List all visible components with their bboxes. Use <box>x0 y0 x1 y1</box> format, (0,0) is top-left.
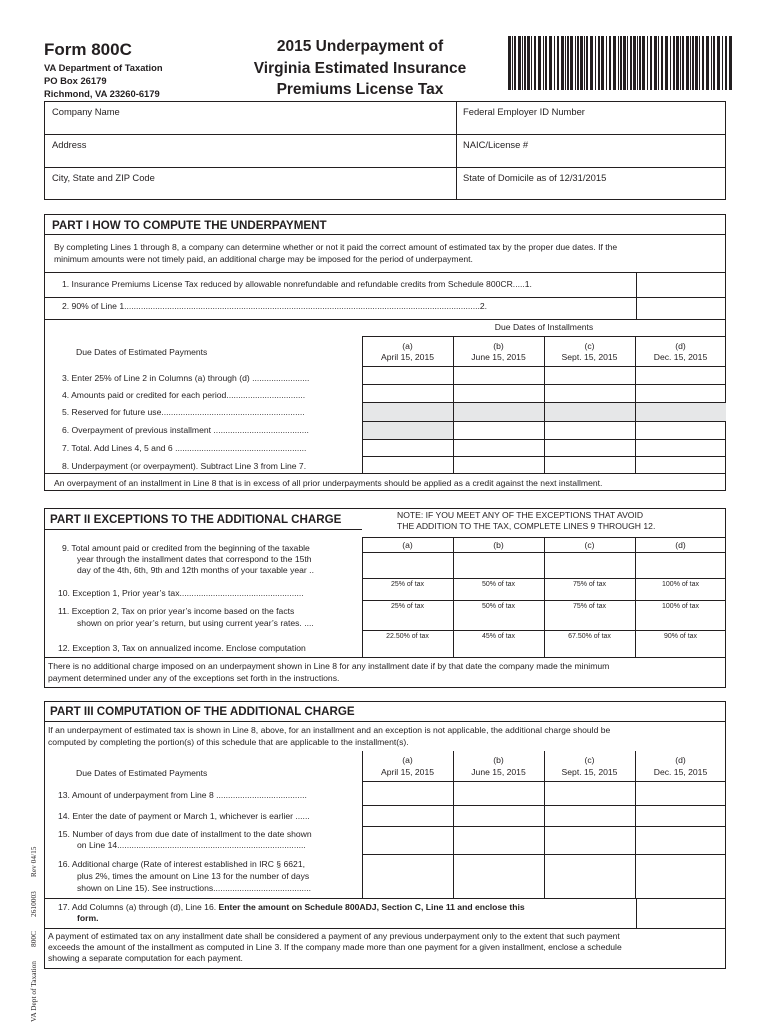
fein-field[interactable]: Federal Employer ID Number <box>463 106 585 117</box>
barcode-bar <box>570 36 573 90</box>
barcode-bar <box>717 36 720 90</box>
barcode-bar <box>584 36 585 90</box>
line17-bold-text: Enter the amount on Schedule 800ADJ, Section C, Line 11 and enclose this <box>218 902 525 912</box>
agency-po-box: PO Box 26179 <box>44 75 107 86</box>
domicile-field[interactable]: State of Domicile as of 12/31/2015 <box>463 172 607 183</box>
barcode-bar <box>580 36 583 90</box>
part2-col-a-letter: (a) <box>402 540 413 550</box>
barcode-bar <box>729 36 732 90</box>
part3-intro-line1: If an underpayment of estimated tax is shown in Line 8, above, for an installment and an exception is not applicable, the additional charge should be <box>48 725 611 735</box>
barcode-bar <box>512 36 513 90</box>
part3-heading: PART III COMPUTATION OF THE ADDITIONAL CHARGE <box>50 705 355 718</box>
line4-label: 4. Amounts paid or credited for each period................................. <box>62 390 306 400</box>
line8-label: 8. Underpayment (or overpayment). Subtract Line 3 from Line 7. <box>62 461 307 471</box>
part3-col-b-letter: (b) <box>493 755 504 765</box>
part1-intro-line2: minimum amounts were not timely paid, an additional charge may be imposed for the period of underpayment. <box>54 254 473 264</box>
barcode-bar <box>565 36 566 90</box>
company-name-field[interactable]: Company Name <box>52 106 120 117</box>
barcode-bar <box>538 36 541 90</box>
part1-col-a-date: April 15, 2015 <box>380 352 435 362</box>
part3-col-d-letter: (d) <box>675 755 686 765</box>
part1-intro-line1: By completing Lines 1 through 8, a company can determine whether or not it paid the correct amount of estimated tax by the proper due dates. If the <box>54 242 618 252</box>
barcode-bar <box>554 36 555 90</box>
line17-label <box>58 902 628 912</box>
barcode-bar <box>695 36 698 90</box>
barcode-bar <box>637 36 638 90</box>
line7-label: 7. Total. Add Lines 4, 5 and 6 ....................................................... <box>62 443 307 453</box>
address-field[interactable]: Address <box>52 139 87 150</box>
line2-label: 2. 90% of Line 1.....................................................................................................................................................2. <box>62 301 488 311</box>
barcode-bar <box>508 36 511 90</box>
line1-input[interactable] <box>636 272 726 297</box>
line5-shaded-d <box>635 402 726 421</box>
form-number: Form 800C <box>44 40 132 59</box>
due-dates-installments-header: Due Dates of Installments <box>494 322 594 332</box>
part1-col-b-letter: (b) <box>493 341 504 351</box>
naic-field[interactable]: NAIC/License # <box>463 139 529 150</box>
side-dept: VA Dept of Taxation <box>29 961 38 1022</box>
line5-shaded-a <box>362 402 453 421</box>
barcode-bar <box>606 36 607 90</box>
barcode-bar <box>613 36 616 90</box>
barcode-bar <box>620 36 622 90</box>
barcode-bar <box>627 36 628 90</box>
ex2-pct-c: 75% of tax <box>572 603 607 610</box>
line11-label-2: shown on prior year’s return, but using current year’s rates. .... <box>77 618 314 628</box>
form-header <box>0 0 770 100</box>
barcode <box>508 36 734 92</box>
barcode-bar <box>545 36 547 90</box>
line5-shaded-c <box>544 402 635 421</box>
part2-footer-line2: payment determined under any of the exceptions set forth in the instructions. <box>48 673 340 683</box>
ex2-pct-a: 25% of tax <box>390 603 425 610</box>
part1-col-b-date: June 15, 2015 <box>471 352 526 362</box>
part3-col-c-letter: (c) <box>584 755 595 765</box>
agency-name: VA Department of Taxation <box>44 62 163 73</box>
barcode-bar <box>690 36 691 90</box>
barcode-bar <box>665 36 668 90</box>
barcode-bar <box>618 36 619 90</box>
city-state-zip-field[interactable]: City, State and ZIP Code <box>52 172 155 183</box>
barcode-bar <box>686 36 689 90</box>
barcode-bar <box>713 36 715 90</box>
barcode-bar <box>692 36 694 90</box>
barcode-bar <box>601 36 604 90</box>
barcode-bar <box>722 36 723 90</box>
line15-label-1: 15. Number of days from due date of installment to the date shown <box>58 829 312 839</box>
barcode-bar <box>670 36 671 90</box>
line6-label: 6. Overpayment of previous installment ........................................ <box>62 425 309 435</box>
line17-total-input[interactable] <box>636 898 726 928</box>
barcode-bar <box>658 36 659 90</box>
agency-city-zip: Richmond, VA 23260-6179 <box>44 88 160 99</box>
barcode-bar <box>524 36 526 90</box>
part3-footer-line2: exceeds the amount of the installment as computed in Line 3. If the company made more than one payment for a given installment, enclose a schedule <box>48 942 622 952</box>
line6-shaded-a <box>362 421 453 439</box>
line5-shaded-b <box>453 402 544 421</box>
side-margin-text <box>30 833 39 1022</box>
part3-footer-line3: showing a separate computation for each payment. <box>48 953 243 963</box>
part3-col-a-letter: (a) <box>402 755 413 765</box>
barcode-bar <box>514 36 516 90</box>
part3-col-c-date: Sept. 15, 2015 <box>561 767 618 777</box>
form-title-line3: Premiums License Tax <box>276 81 444 98</box>
part1-note: An overpayment of an installment in Line 8 that is in excess of all prior underpayments should be applied as a credit against the next installment. <box>54 478 603 488</box>
line11-label-1: 11. Exception 2, Tax on prior year’s income based on the facts <box>58 606 295 616</box>
line3-label: 3. Enter 25% of Line 2 in Columns (a) through (d) ........................ <box>62 373 310 383</box>
part2-col-b-letter: (b) <box>493 540 504 550</box>
ex1-pct-a: 25% of tax <box>390 581 425 588</box>
part2-footer-line1: There is no additional charge imposed on an underpayment shown in Line 8 for any installment date if by that date the company made the minimum <box>48 661 610 671</box>
barcode-bar <box>642 36 645 90</box>
ex3-pct-d: 90% of tax <box>663 633 698 640</box>
barcode-bar <box>549 36 552 90</box>
barcode-bar <box>706 36 709 90</box>
part1-col-a-letter: (a) <box>402 341 413 351</box>
barcode-bar <box>595 36 596 90</box>
part1-col-c-date: Sept. 15, 2015 <box>561 352 618 362</box>
line9-label-1: 9. Total amount paid or credited from the beginning of the taxable <box>62 543 310 553</box>
barcode-bar <box>661 36 663 90</box>
part3-col-b-date: June 15, 2015 <box>471 767 526 777</box>
barcode-bar <box>711 36 712 90</box>
ex1-pct-c: 75% of tax <box>572 581 607 588</box>
barcode-bar <box>577 36 579 90</box>
line9-label-2: year through the installment dates that correspond to the 15th <box>77 554 312 564</box>
line16-label-2: plus 2%, times the amount on Line 13 for the number of days <box>77 871 310 881</box>
barcode-bar <box>680 36 681 90</box>
part3-col-d-date: Dec. 15, 2015 <box>653 767 708 777</box>
line5-label: 5. Reserved for future use............................................................ <box>62 407 305 417</box>
line14-label: 14. Enter the date of payment or March 1, whichever is earlier ...... <box>58 811 310 821</box>
barcode-bar <box>639 36 641 90</box>
barcode-bar <box>609 36 611 90</box>
barcode-bar <box>527 36 530 90</box>
line15-label-2: on Line 14............................................................................... <box>77 840 306 850</box>
barcode-bar <box>531 36 532 90</box>
line2-input[interactable] <box>636 297 726 319</box>
part2-heading: PART II EXCEPTIONS TO THE ADDITIONAL CHARGE <box>50 513 342 526</box>
part1-heading: PART I HOW TO COMPUTE THE UNDERPAYMENT <box>52 219 327 232</box>
barcode-bar <box>522 36 523 90</box>
ex2-pct-d: 100% of tax <box>662 603 699 610</box>
barcode-bar <box>557 36 559 90</box>
line9-label-3: day of the 4th, 6th, 9th and 12th months of your taxable year .. <box>77 565 314 575</box>
form-title-line2: Virginia Estimated Insurance <box>253 60 467 77</box>
part3-due-dates-label: Due Dates of Estimated Payments <box>76 768 208 778</box>
barcode-bar <box>567 36 569 90</box>
barcode-bar <box>630 36 632 90</box>
ex2-pct-b: 50% of tax <box>481 603 516 610</box>
part2-note-line1: NOTE: IF YOU MEET ANY OF THE EXCEPTIONS THAT AVOID <box>397 510 644 520</box>
line1-label: 1. Insurance Premiums License Tax reduced by allowable nonrefundable and refundable credits from Schedule 800CR.....1. <box>62 279 532 289</box>
ex3-pct-a: 22.50% of tax <box>386 633 429 640</box>
company-info-box <box>44 101 726 200</box>
part1-col-d-letter: (d) <box>675 341 686 351</box>
barcode-bar <box>699 36 700 90</box>
form-title-line1: 2015 Underpayment of <box>276 38 444 55</box>
barcode-bar <box>623 36 626 90</box>
part3-intro-line2: computed by completing the portion(s) of this schedule that are applicable to the installment(s). <box>48 737 409 747</box>
barcode-bar <box>598 36 600 90</box>
part3-col-a-date: April 15, 2015 <box>380 767 435 777</box>
barcode-bar <box>543 36 544 90</box>
part2-col-d-letter: (d) <box>675 540 686 550</box>
line17-form: form. <box>77 913 99 923</box>
barcode-bar <box>650 36 652 90</box>
part1-col-d-date: Dec. 15, 2015 <box>653 352 708 362</box>
barcode-bar <box>586 36 588 90</box>
line17-text: 17. Add Columns (a) through (d), Line 16. <box>58 902 219 912</box>
ex1-pct-d: 100% of tax <box>662 581 699 588</box>
ex3-pct-c: 67.50% of tax <box>568 633 611 640</box>
line12-label: 12. Exception 3, Tax on annualized income. Enclose computation <box>58 643 306 653</box>
barcode-bar <box>682 36 684 90</box>
ex1-pct-b: 50% of tax <box>481 581 516 588</box>
ex3-pct-b: 45% of tax <box>481 633 516 640</box>
barcode-bar <box>702 36 704 90</box>
barcode-bar <box>676 36 679 90</box>
side-rev: Rev 04/15 <box>29 846 38 878</box>
line10-label: 10. Exception 1, Prior year’s tax.................................................... <box>58 588 304 598</box>
line13-label: 13. Amount of underpayment from Line 8 ...................................... <box>58 790 307 800</box>
barcode-bar <box>654 36 657 90</box>
line16-label-3: shown on Line 15). See instructions......................................... <box>77 883 312 893</box>
side-code: 2610003 <box>29 891 38 917</box>
part1-due-dates-label: Due Dates of Estimated Payments <box>76 347 208 357</box>
barcode-bar <box>590 36 593 90</box>
barcode-bar <box>647 36 648 90</box>
line16-label-1: 16. Additional charge (Rate of interest established in IRC § 6621, <box>58 859 305 869</box>
barcode-bar <box>534 36 536 90</box>
barcode-bar <box>518 36 521 90</box>
part3-footer-line1: A payment of estimated tax on any installment date shall be considered a payment of any previous underpayment only to the extent that such payment <box>48 931 620 941</box>
barcode-bar <box>633 36 636 90</box>
barcode-bar <box>673 36 675 90</box>
side-form: 800C <box>29 930 38 947</box>
barcode-bar <box>561 36 564 90</box>
barcode-bar <box>725 36 727 90</box>
part1-col-c-letter: (c) <box>584 341 595 351</box>
part2-col-c-letter: (c) <box>584 540 595 550</box>
barcode-bar <box>575 36 576 90</box>
part2-note-line2: THE ADDITION TO THE TAX, COMPLETE LINES 9 THROUGH 12. <box>397 521 656 531</box>
